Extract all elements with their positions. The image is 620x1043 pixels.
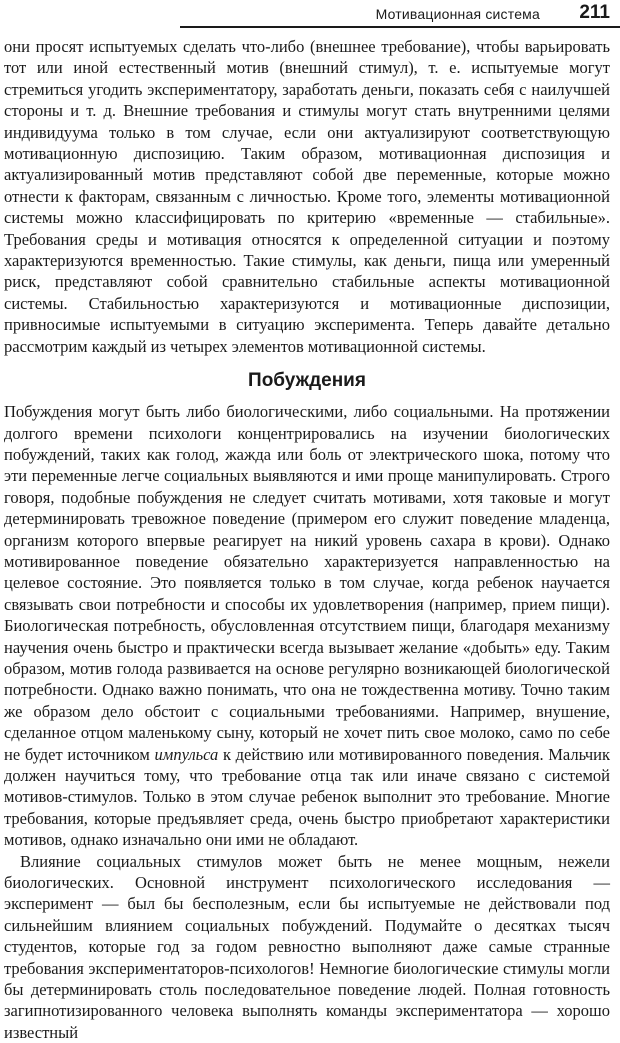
running-header-title: Мотивационная система: [375, 6, 540, 22]
running-header: [0, 0, 620, 30]
header-rule: [180, 26, 620, 28]
page-body: [4, 36, 610, 1043]
paragraph-3: Влияние социальных стимулов может быть не менее мощным, нежели биологических. Основной инструмент психологического исследования — эксперимент — был бы бесполезным, если бы испытуемые не действовали под сильнейшим влиянием социальных побуждений. Подумайте о десятках тысяч студентов, которые год за годом ревностно выполняют даже самые странные требования экспериментаторов-психологов! Немногие биологические стимулы могли бы детерминировать столь последовательное поведение людей. Полная готовность загипнотизированного человека выполнять команды экспериментатора — хорошо известный: [4, 851, 610, 1042]
paragraph-1: они просят испытуемых сделать что-либо (внешнее требование), чтобы варьировать тот или иной естественный мотив (внешний стимул), т. е. испытуемые могут стремиться угодить экспериментатору, заработать деньги, показать себя с наилучшей стороны и т. д. Внешние требования и стимулы могут стать внутренними целями индивидуума только в том случае, если они актуализируют соответствующую мотивационную диспозицию. Таким образом, мотивационная диспозиция и актуализированный мотив представляют собой две переменные, которые можно отнести к факторам, связанным с личностью. Кроме того, элементы мотивационной системы можно классифицировать по критерию «временные — стабильные». Требования среды и мотивация относятся к определенной ситуации и поэтому характеризуются временностью. Такие стимулы, как деньги, пища или умеренный риск, представляют собой сравнительно стабильные аспекты мотивационной системы. Стабильностью характеризуются и мотивационные диспозиции, привносимые испытуемыми в ситуацию эксперимента. Теперь давайте детально рассмотрим каждый из четырех элементов мотивационной системы.: [4, 37, 610, 356]
paragraph-2-part-2: к действию или мотивированного поведения. Мальчик должен научиться тому, что требование отца так или иначе связано с системой мотивов-стимулов. Только в этом случае ребенок выполнит это требование. Многие требования, которые предъявляет среда, очень быстро приобретают характеристики мотивов, однако изначально они ими не обладают.: [4, 744, 611, 850]
page-number: 211: [579, 2, 610, 23]
paragraph-2-italic-term: импульса: [154, 744, 219, 764]
paragraph-2: [4, 401, 610, 851]
section-heading: Побуждения: [248, 370, 366, 392]
paragraph-2-part-1: Побуждения могут быть либо биологическими, либо социальными. На протяжении долгого времени психологи концентрировались на изучении биологических побуждений, таких как голод, жажда или боль от электрического шока, потому что эти переменные легче социальных выявляются и ими проще манипулировать. Строго говоря, подобные побуждения не следует считать мотивами, хотя таковые и могут детерминировать тревожное поведение (примером его служит поведение младенца, организм которого впервые реагирует на никий уровень сахара в крови). Однако мотивированное поведение обязательно характеризуется направленностью на целевое состояние. Это появляется только в том случае, когда ребенок научается связывать свои потребности и способы их удовлетворения (например, прием пищи). Биологическая потребность, обусловленная отсутствием пищи, благодаря механизму научения очень быстро и практически всегда вызывает желание «добыть» еду. Таким образом, мотив голода развивается на основе регулярно возникающей биологической потребности. Однако важно понимать, что она не тождественна мотиву. Точно таким же образом дело обстоит с социальными требованиями. Например, внушение, сделанное отцом маленькому сыну, который не хочет пить свое молоко, само по себе не будет источником: [4, 402, 610, 764]
